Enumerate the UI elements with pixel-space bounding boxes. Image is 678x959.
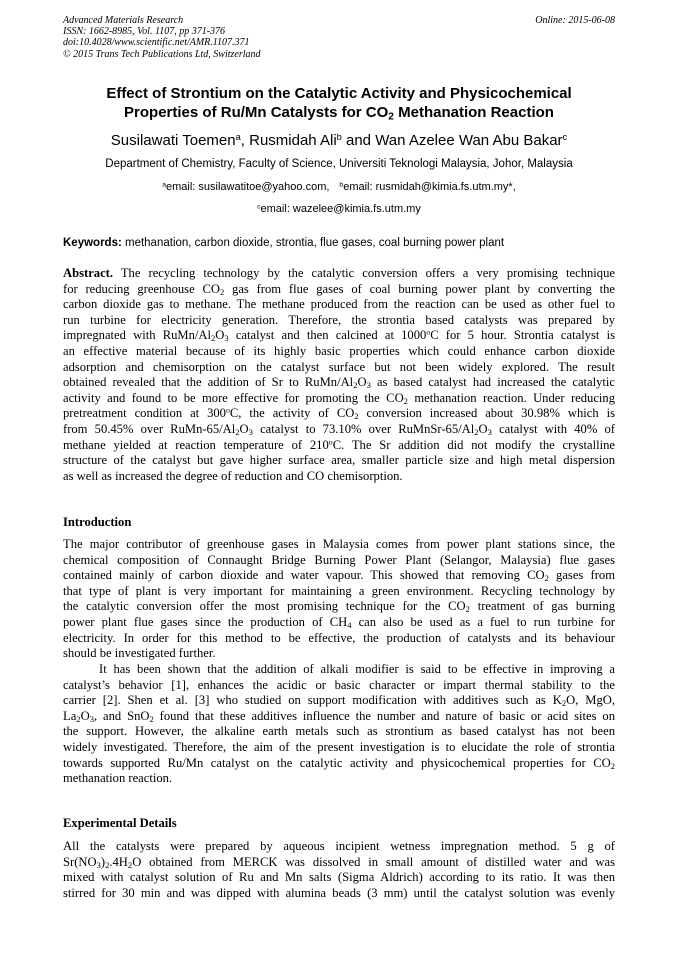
keywords: [63, 236, 615, 250]
title-line-2: Properties of Ru/Mn Catalysts for $CO_2$ Methanation Reaction: [124, 104, 554, 123]
title-line-1: Effect of Strontium on the Catalytic Activity and Physicochemical: [106, 85, 572, 102]
author-name: Wan Azelee Wan Abu Bakar: [375, 132, 563, 149]
email-link: email: wazelee@kimia.fs.utm.my: [260, 203, 421, 215]
abstract: Abstract. The recycling technology by the catalytic conversion offers a very promising technique for reducing greenhouse $CO_2$ gas from flue gases of coal burning power plant by converting the carbon dioxide gas to methane. The methane produced from the reaction can be used as other fuel to run turbine for electricity generation. Therefore, the strontia based catalysts was prepared by impregnated with RuMn/$Al_2O_3$ catalyst and then calcined at 1000$^o$C for 5 hour. Strontia catalyst is an effective material because of its highly basic properties which could enhance carbon dioxide adsorption and chemisorption on the catalyst surface but not been widely explored. The result obtained revealed that the addition of Sr to RuMn/$Al_2O_3$ as based catalyst had increased the catalytic activity and found to be more effective for promoting the $CO_2$ methanation reaction. Under reducing pretreatment condition at 300$^o$C, the activity of $CO_2$ conversion increased about 30.98% which is from 50.45% over RuMn-$65/Al_2O_3$ catalyst to 73.10% over RuMnSr-$65/Al_2O_3$ catalyst with 40% of methane yielded at reaction temperature of 210$^o$C. The Sr addition did not modify the crystalline structure of the catalyst but gave higher surface area, smaller particle size and high metal dispersion as well as increased the degree of reduction and CO chemisorption.: [63, 266, 616, 483]
author-emails: $^c$email: wazelee@kimia.fs.utm.my: [257, 203, 421, 215]
abstract-label: Abstract.: [63, 266, 114, 280]
journal-header: [63, 15, 615, 60]
experimental-paragraph: All the catalysts were prepared by aqueous incipient wetness impregnation method. 5 g of $Sr(NO_3)_2.4H_2O$ obtained from MERCK was dissolved in small amount of distilled water and was mixed with catalyst solution of Ru and Mn salts (Sigma Aldrich) according to its ratio. It was then stirred for 30 min and was dipped with alumina beads (3 mm) until the catalyst solution was evenly: [63, 839, 615, 900]
keywords-label: Keywords:: [63, 237, 122, 249]
affiliation: Department of Chemistry, Faculty of Science, Universiti Teknologi Malaysia, Johor, Malaysia: [105, 158, 573, 170]
email-link: email: rusmidah@kimia.fs.utm.my*,: [343, 181, 516, 193]
introduction-heading: Introduction: [63, 515, 132, 529]
experimental-heading: Experimental Details: [63, 816, 177, 830]
author-list: Susilawati Toemen$^a$, Rusmidah Ali$^b$ and Wan Azelee Wan Abu Bakar$^c$: [110, 131, 568, 149]
email-link: email: susilawatitoe@yahoo.com,: [166, 181, 330, 193]
journal-issn: ISSN: 1662-8985, Vol. 1107, pp 371-376: [63, 26, 226, 38]
introduction-paragraph-2: It has been shown that the addition of alkali modifier is said to be effective in improving a catalyst’s behavior [1], enhances the acidic or basic character or impart thermal stability to the carrier [2]. Shen et al. [3] who studied on support modification with additives such as $K_2O$, MgO, $La_2O_3$, and SnO$_2$ found that these additives influence the number and nature of basic or acid sites on the support. However, the alkaline earth metals such as strontium as based catalyst has not been widely investigated. Therefore, the aim of the present investigation is to elucidate the role of strontia towards supported Ru/Mn catalyst on the catalytic activity and physicochemical properties for $CO_2$ methanation reaction.: [63, 662, 615, 786]
paper-title: [63, 84, 615, 122]
author-emails: $^a$email: susilawatitoe@yahoo.com, $^b$email: rusmidah@kimia.fs.utm.my*,: [162, 181, 516, 193]
online-date: Online: 2015-06-08: [535, 15, 615, 26]
author-name: Susilawati Toemen: [110, 132, 236, 149]
keywords-text: methanation, carbon dioxide, strontia, flue gases, coal burning power plant: [121, 237, 505, 249]
journal-copyright: © 2015 Trans Tech Publications Ltd, Switzerland: [63, 48, 261, 60]
introduction-paragraph-1: The major contributor of greenhouse gases in Malaysia comes from power plant stations since, the chemical composition of Connaught Bridge Burning Power Plant (Selangor, Malaysia) flue gases contained mainly of carbon dioxide and water vapour. This showed that removing $CO_2$ gases from that type of plant is very important for maintaining a green environment. Recycling technology by the catalytic conversion offer the most promising technique for the $CO_2$ treatment of gas burning power plant flue gases since the production of $CH_4$ can also be used as a fuel to run turbine for electricity. In order for this method to be effective, the production of catalysts and its behaviour should be investigated further.: [63, 537, 615, 661]
journal-doi: doi:10.4028/www.scientific.net/AMR.1107.371: [63, 37, 250, 49]
journal-name: Advanced Materials Research: [63, 15, 184, 26]
author-name: Rusmidah Ali: [249, 132, 337, 149]
